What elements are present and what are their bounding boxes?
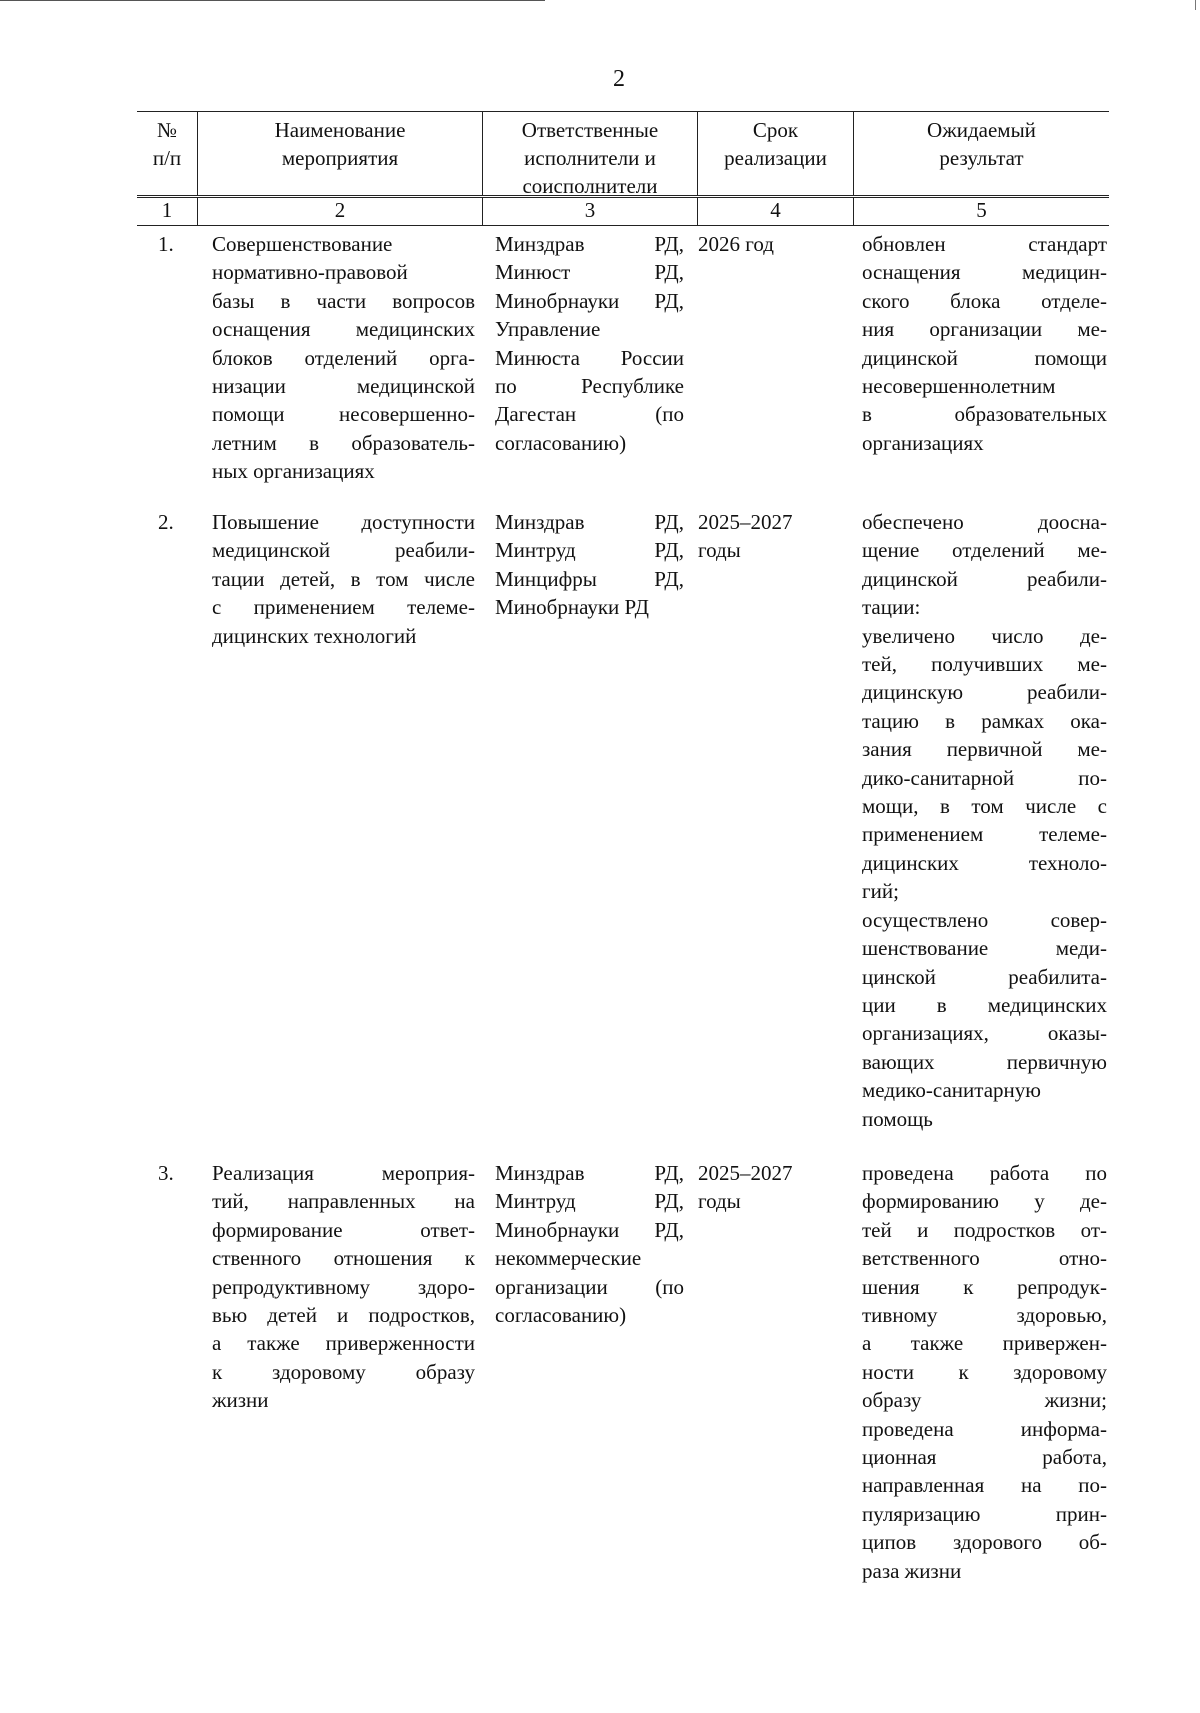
text-line: ции в медицинских bbox=[862, 992, 1107, 1017]
header-number-line: п/п bbox=[152, 146, 182, 170]
text-line: формированию у де- bbox=[862, 1189, 1107, 1214]
text-line: ния организации ме- bbox=[862, 317, 1107, 342]
text-line: Минюст РД, bbox=[495, 260, 684, 285]
text-line: пуляризацию прин- bbox=[862, 1501, 1107, 1526]
header-executors-line: соисполнители bbox=[522, 174, 658, 198]
text-line: Минобрнауки РД, bbox=[495, 288, 684, 313]
text-line: с применением телеме- bbox=[212, 595, 475, 620]
header-event-line: мероприятия bbox=[281, 146, 399, 170]
result-cell bbox=[854, 508, 1109, 1133]
text-line: Минобрнауки РД, bbox=[495, 1217, 684, 1242]
header-term-line: Срок bbox=[752, 118, 799, 142]
text-line: цинской реабилита- bbox=[862, 964, 1107, 989]
text-line: тей, получивших ме- bbox=[862, 652, 1107, 677]
text-line: летним в образователь- bbox=[212, 430, 475, 455]
text-line: согласованию) bbox=[495, 430, 627, 455]
text-line: организации (по bbox=[495, 1274, 684, 1299]
text-line: проведена информа- bbox=[862, 1416, 1107, 1441]
text-line: Минцифры РД, bbox=[495, 566, 684, 591]
event-cell bbox=[198, 508, 483, 1133]
text-line: а также привержен- bbox=[862, 1331, 1107, 1356]
text-line: Минобрнауки РД bbox=[495, 595, 649, 620]
text-line: оснащения медицин- bbox=[862, 260, 1107, 285]
text-line: Управление bbox=[495, 317, 601, 342]
text-line: ственного отношения к bbox=[212, 1246, 475, 1271]
result-cell bbox=[854, 1159, 1109, 1585]
executors-cell bbox=[483, 508, 698, 1133]
text-line: осуществлено совер- bbox=[862, 907, 1107, 932]
text-line: Минздрав РД, bbox=[495, 1161, 684, 1185]
term-cell bbox=[698, 508, 854, 1133]
text-line: тивному здоровью, bbox=[862, 1303, 1107, 1328]
text-line: Минздрав РД, bbox=[495, 232, 684, 256]
event-cell bbox=[198, 1159, 483, 1585]
column-number: 5 bbox=[976, 198, 987, 222]
text-line: Минтруд РД, bbox=[495, 538, 684, 563]
text-line: тацию в рамках ока- bbox=[862, 708, 1107, 733]
text-line: блоков отделений орга- bbox=[212, 345, 475, 370]
text-line: годы bbox=[698, 1189, 741, 1214]
column-number: 1 bbox=[137, 198, 198, 225]
result-cell bbox=[854, 230, 1109, 486]
text-line: медико-санитарную bbox=[862, 1078, 1041, 1103]
text-line: увеличено число де- bbox=[862, 623, 1107, 648]
header-event bbox=[198, 112, 483, 195]
header-event-line: Наименование bbox=[274, 118, 406, 142]
text-line: раза жизни bbox=[862, 1558, 962, 1583]
column-number-row bbox=[137, 198, 1109, 226]
text-line: щение отделений ме- bbox=[862, 538, 1107, 563]
text-line: к здоровому образу bbox=[212, 1359, 475, 1384]
text-line: тации детей, в том числе bbox=[212, 566, 475, 591]
text-line: а также приверженности bbox=[212, 1331, 475, 1356]
scan-edge-line bbox=[0, 0, 545, 1]
text-line: дицинских техноло- bbox=[862, 850, 1107, 875]
text-line: Минтруд РД, bbox=[495, 1189, 684, 1214]
text-line: некоммерческие bbox=[495, 1246, 642, 1271]
text-line: ципов здорового об- bbox=[862, 1530, 1107, 1555]
text-line: формирование ответ- bbox=[212, 1217, 475, 1242]
text-line: тей и подростков от- bbox=[862, 1217, 1107, 1242]
text-line: дицинской реабили- bbox=[862, 566, 1107, 591]
text-line: обеспечено доосна- bbox=[862, 510, 1107, 534]
text-line: 2026 год bbox=[698, 232, 774, 256]
text-line: несовершеннолетним bbox=[862, 374, 1056, 399]
text-line: согласованию) bbox=[495, 1303, 627, 1328]
table-row bbox=[137, 508, 1109, 1133]
scan-edge-mark bbox=[1195, 0, 1196, 10]
text-line: 2025–2027 bbox=[698, 1161, 793, 1185]
row-number: 3. bbox=[158, 1161, 174, 1185]
text-line: дицинских технологий bbox=[212, 623, 417, 648]
executors-cell bbox=[483, 230, 698, 486]
text-line: медицинской реабили- bbox=[212, 538, 475, 563]
text-line: базы в части вопросов bbox=[212, 288, 475, 313]
table-header-row bbox=[137, 111, 1109, 198]
text-line: организациях bbox=[862, 430, 984, 455]
text-line: вающих первичную bbox=[862, 1049, 1107, 1074]
header-term bbox=[698, 112, 854, 195]
header-number bbox=[137, 112, 198, 195]
header-executors-line: Ответственные bbox=[521, 118, 659, 142]
row-number: 2. bbox=[158, 510, 174, 534]
text-line: Совершенствование bbox=[212, 232, 393, 256]
text-line: по Республике bbox=[495, 374, 684, 399]
text-line: гий; bbox=[862, 879, 899, 904]
column-number: 2 bbox=[198, 198, 483, 225]
text-line: ционная работа, bbox=[862, 1445, 1107, 1470]
header-result-line: результат bbox=[939, 146, 1024, 170]
executors-cell bbox=[483, 1159, 698, 1585]
header-executors bbox=[483, 112, 698, 198]
text-line: в образовательных bbox=[862, 402, 1107, 427]
text-line: низации медицинской bbox=[212, 374, 475, 399]
text-line: Дагестан (по bbox=[495, 402, 684, 427]
header-executors-line: исполнители и bbox=[524, 146, 656, 170]
text-line: годы bbox=[698, 538, 741, 563]
text-line: оснащения медицинских bbox=[212, 317, 475, 342]
text-line: Минздрав РД, bbox=[495, 510, 684, 534]
term-cell bbox=[698, 230, 854, 486]
header-result-line: Ожидаемый bbox=[927, 118, 1036, 142]
text-line: 2025–2027 bbox=[698, 510, 793, 534]
text-line: вью детей и подростков, bbox=[212, 1303, 475, 1328]
header-result bbox=[854, 112, 1109, 195]
text-line: мощи, в том числе с bbox=[862, 794, 1107, 819]
column-number: 3 bbox=[483, 198, 698, 225]
text-line: Минюста России bbox=[495, 345, 684, 370]
text-line: репродуктивному здоро- bbox=[212, 1274, 475, 1299]
text-line: нормативно-правовой bbox=[212, 260, 408, 285]
text-line: ского блока отделе- bbox=[862, 288, 1107, 313]
text-line: образу жизни; bbox=[862, 1388, 1107, 1413]
table-row bbox=[137, 1159, 1109, 1585]
text-line: ных организациях bbox=[212, 459, 375, 484]
text-line: ности к здоровому bbox=[862, 1359, 1107, 1384]
text-line: Повышение доступности bbox=[212, 510, 475, 534]
text-line: жизни bbox=[212, 1388, 269, 1413]
text-line: дицинскую реабили- bbox=[862, 680, 1107, 705]
text-line: организациях, оказы- bbox=[862, 1021, 1107, 1046]
text-line: шенствование меди- bbox=[862, 936, 1107, 961]
text-line: тий, направленных на bbox=[212, 1189, 475, 1214]
text-line: Реализация мероприя- bbox=[212, 1161, 475, 1185]
column-number: 4 bbox=[698, 198, 854, 225]
text-line: дицинской помощи bbox=[862, 345, 1107, 370]
page-number: 2 bbox=[613, 66, 625, 92]
text-line: помощи несовершенно- bbox=[212, 402, 475, 427]
measures-table bbox=[137, 111, 1109, 226]
text-line: направленная на по- bbox=[862, 1473, 1107, 1498]
header-number-line: № bbox=[156, 118, 178, 142]
text-line: проведена работа по bbox=[862, 1161, 1107, 1185]
event-cell bbox=[198, 230, 483, 486]
text-line: обновлен стандарт bbox=[862, 232, 1107, 256]
text-line: применением телеме- bbox=[862, 822, 1107, 847]
text-line: зания первичной ме- bbox=[862, 737, 1107, 762]
text-line: дико-санитарной по- bbox=[862, 765, 1107, 790]
term-cell bbox=[698, 1159, 854, 1585]
header-term-line: реализации bbox=[724, 146, 827, 170]
text-line: ветственного отно- bbox=[862, 1246, 1107, 1271]
text-line: шения к репродук- bbox=[862, 1274, 1107, 1299]
table-row bbox=[137, 230, 1109, 486]
text-line: тации: bbox=[862, 595, 921, 620]
row-number: 1. bbox=[158, 232, 174, 256]
text-line: помощь bbox=[862, 1106, 933, 1131]
